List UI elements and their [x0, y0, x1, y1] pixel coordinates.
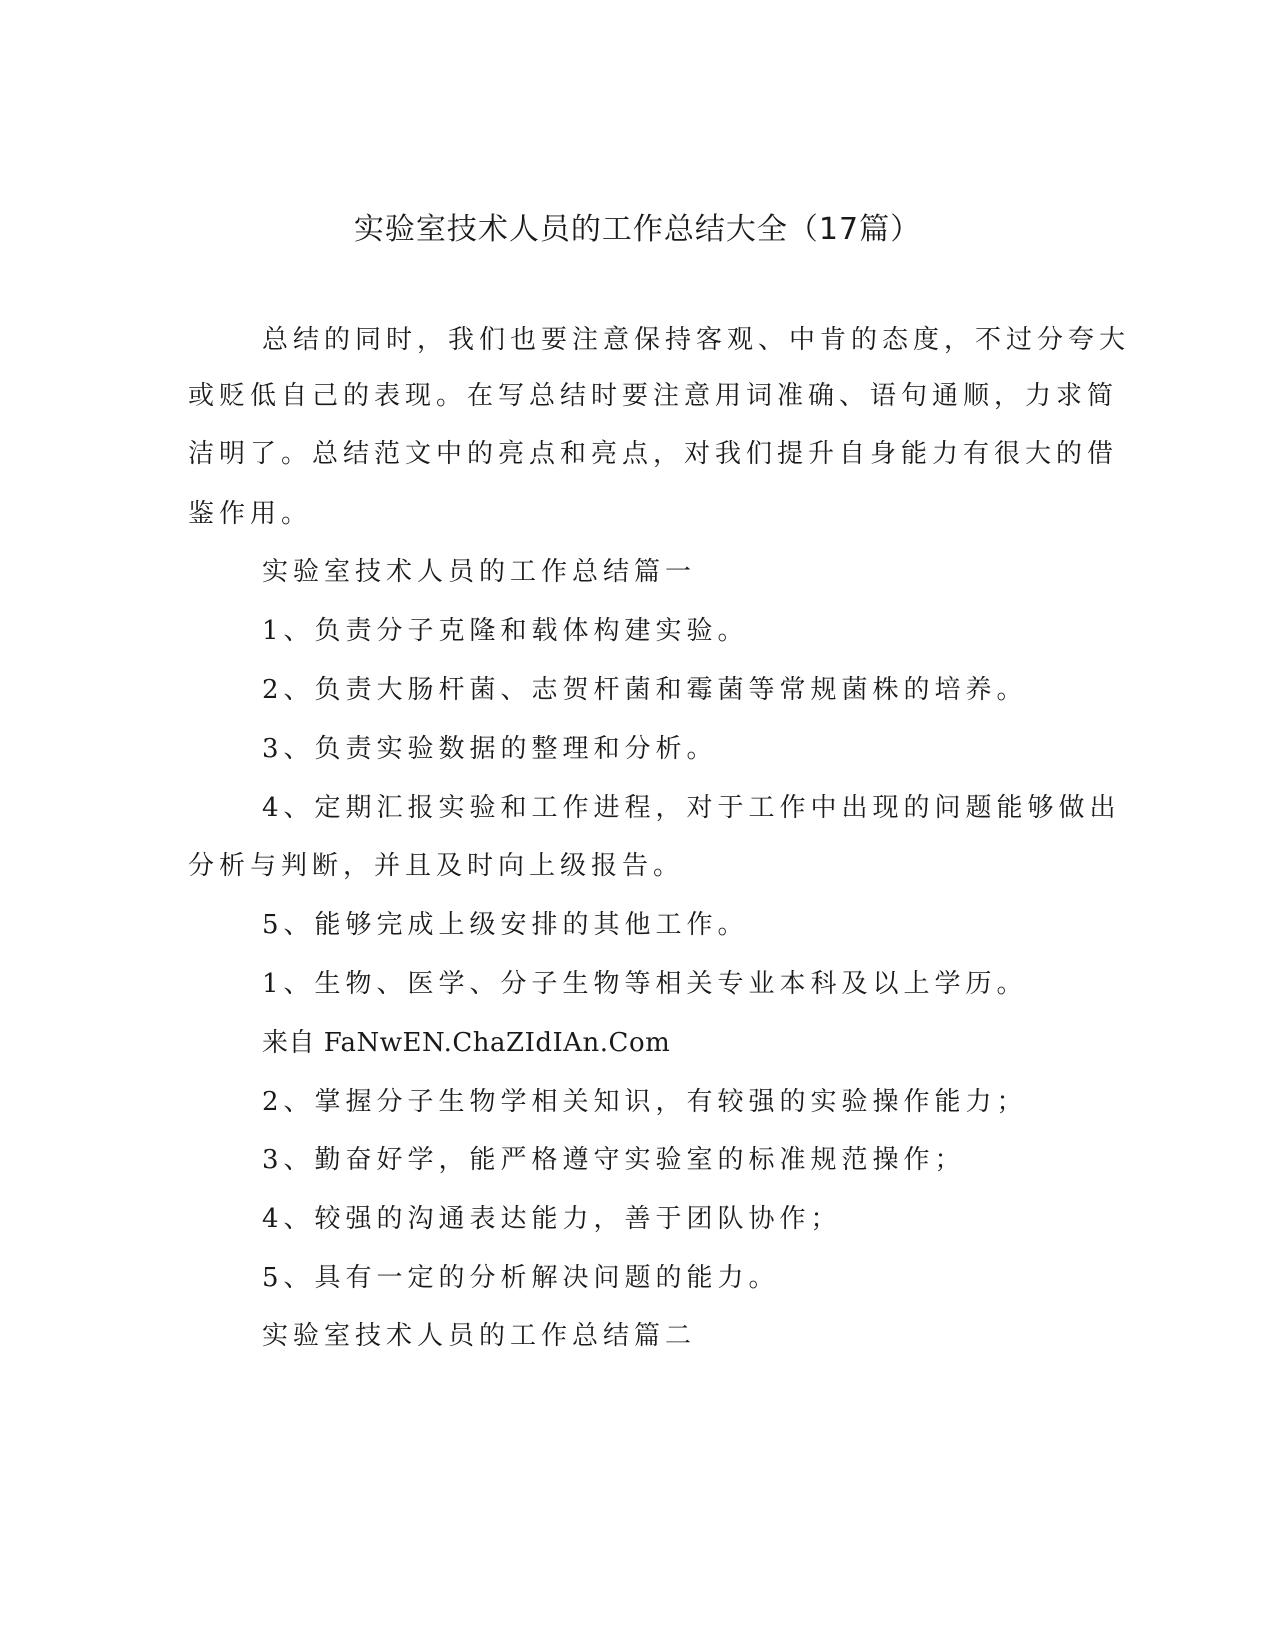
section-heading-2: 实验室技术人员的工作总结篇二: [262, 1321, 697, 1351]
page-title: 实验室技术人员的工作总结大全（17篇）: [353, 212, 922, 247]
section-heading-1: 实验室技术人员的工作总结篇一: [262, 557, 697, 587]
duty-item-2: 2、负责大肠杆菌、志贺杆菌和霉菌等常规菌株的培养。: [262, 675, 1028, 705]
duty-item-3: 3、负责实验数据的整理和分析。: [262, 734, 718, 764]
requirement-item-1: 1、生物、医学、分子生物等相关专业本科及以上学历。: [262, 969, 1028, 999]
duty-item-1: 1、负责分子克隆和载体构建实验。: [262, 616, 749, 646]
intro-line-3: 洁明了。总结范文中的亮点和亮点，对我们提升自身能力有很大的借: [188, 439, 1119, 469]
intro-line-1: 总结的同时，我们也要注意保持客观、中肯的态度，不过分夸大: [262, 325, 1131, 355]
requirement-item-4: 4、较强的沟通表达能力，善于团队协作；: [262, 1204, 842, 1234]
duty-item-4-continued: 分析与判断，并且及时向上级报告。: [188, 851, 685, 881]
duty-item-4: 4、定期汇报实验和工作进程，对于工作中出现的问题能够做出: [262, 793, 1121, 823]
requirement-item-2: 2、掌握分子生物学相关知识，有较强的实验操作能力；: [262, 1087, 1028, 1117]
source-note: 来自 FaNwEN.ChaZIdIAn.Com: [262, 1028, 671, 1058]
intro-line-2: 或贬低自己的表现。在写总结时要注意用词准确、语句通顺，力求简: [188, 381, 1119, 411]
duty-item-5: 5、能够完成上级安排的其他工作。: [262, 910, 749, 940]
requirement-item-3: 3、勤奋好学，能严格遵守实验室的标准规范操作；: [262, 1145, 966, 1175]
intro-line-4: 鉴作用。: [188, 499, 313, 529]
requirement-item-5: 5、具有一定的分析解决问题的能力。: [262, 1263, 780, 1293]
